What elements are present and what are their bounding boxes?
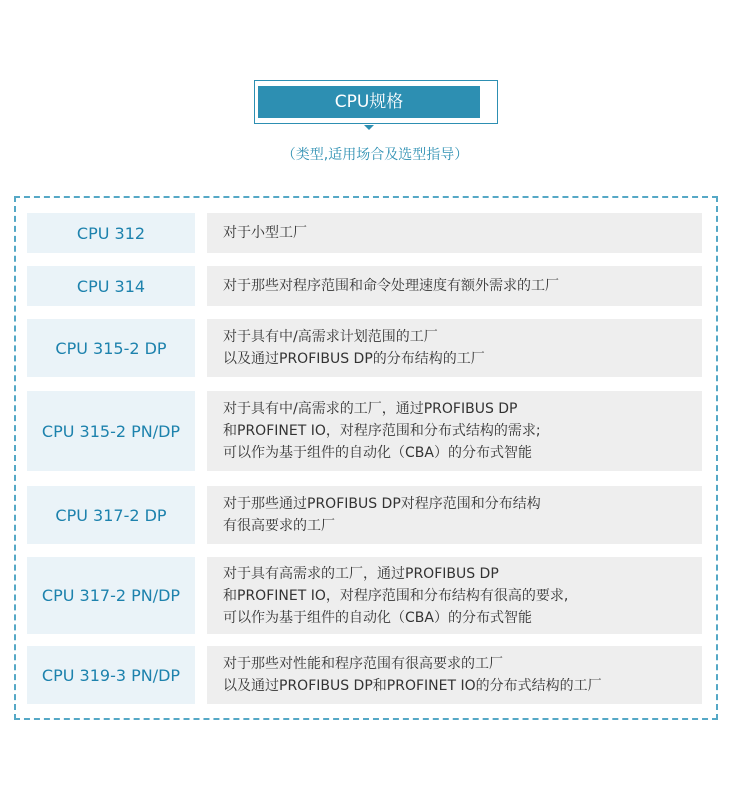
page-subtitle: （类型,适用场合及选型指导） xyxy=(281,147,469,163)
description-line: 和PROFINET IO，对程序范围和分布式结构的需求; xyxy=(223,423,541,439)
description-line: 对于小型工厂 xyxy=(223,225,307,241)
spec-row xyxy=(27,391,702,471)
description-line: 对于那些对性能和程序范围有很高要求的工厂 xyxy=(223,656,503,672)
cpu-description-cell xyxy=(207,557,702,634)
description-line: 对于具有中/高需求计划范围的工厂 xyxy=(223,329,438,345)
cpu-model-cell: CPU 315-2 PN/DP xyxy=(27,391,195,471)
cpu-model-cell: CPU 317-2 PN/DP xyxy=(27,557,195,634)
description-line: 和PROFINET IO，对程序范围和分布结构有很高的要求, xyxy=(223,587,569,604)
cpu-description-cell xyxy=(207,319,702,377)
spec-row xyxy=(27,213,702,253)
cpu-description-cell xyxy=(207,391,702,471)
cpu-model-cell: CPU 315-2 DP xyxy=(27,319,195,377)
spec-row xyxy=(27,319,702,377)
cpu-model-cell: CPU 317-2 DP xyxy=(27,486,195,544)
title-pointer-icon xyxy=(364,125,374,130)
description-line: 对于那些通过PROFIBUS DP对程序范围和分布结构 xyxy=(223,496,541,512)
description-line: 有很高要求的工厂 xyxy=(223,518,335,534)
description-line: 可以作为基于组件的自动化（CBA）的分布式智能 xyxy=(223,445,532,461)
cpu-description-cell xyxy=(207,213,702,253)
cpu-description-cell xyxy=(207,486,702,544)
spec-row xyxy=(27,557,702,634)
cpu-model-cell: CPU 314 xyxy=(27,266,195,306)
spec-row xyxy=(27,486,702,544)
cpu-model-cell: CPU 312 xyxy=(27,213,195,253)
description-line: 以及通过PROFIBUS DP和PROFINET IO的分布式结构的工厂 xyxy=(223,678,602,694)
page-title: CPU规格 xyxy=(258,86,480,118)
description-line: 对于那些对程序范围和命令处理速度有额外需求的工厂 xyxy=(223,278,559,294)
spec-row xyxy=(27,646,702,704)
description-line: 对于具有高需求的工厂，通过PROFIBUS DP xyxy=(223,565,499,582)
description-line: 可以作为基于组件的自动化（CBA）的分布式智能 xyxy=(223,609,532,626)
cpu-description-cell xyxy=(207,646,702,704)
spec-row xyxy=(27,266,702,306)
description-line: 以及通过PROFIBUS DP的分布结构的工厂 xyxy=(223,351,485,367)
description-line: 对于具有中/高需求的工厂，通过PROFIBUS DP xyxy=(223,401,518,417)
cpu-model-cell: CPU 319-3 PN/DP xyxy=(27,646,195,704)
cpu-description-cell xyxy=(207,266,702,306)
